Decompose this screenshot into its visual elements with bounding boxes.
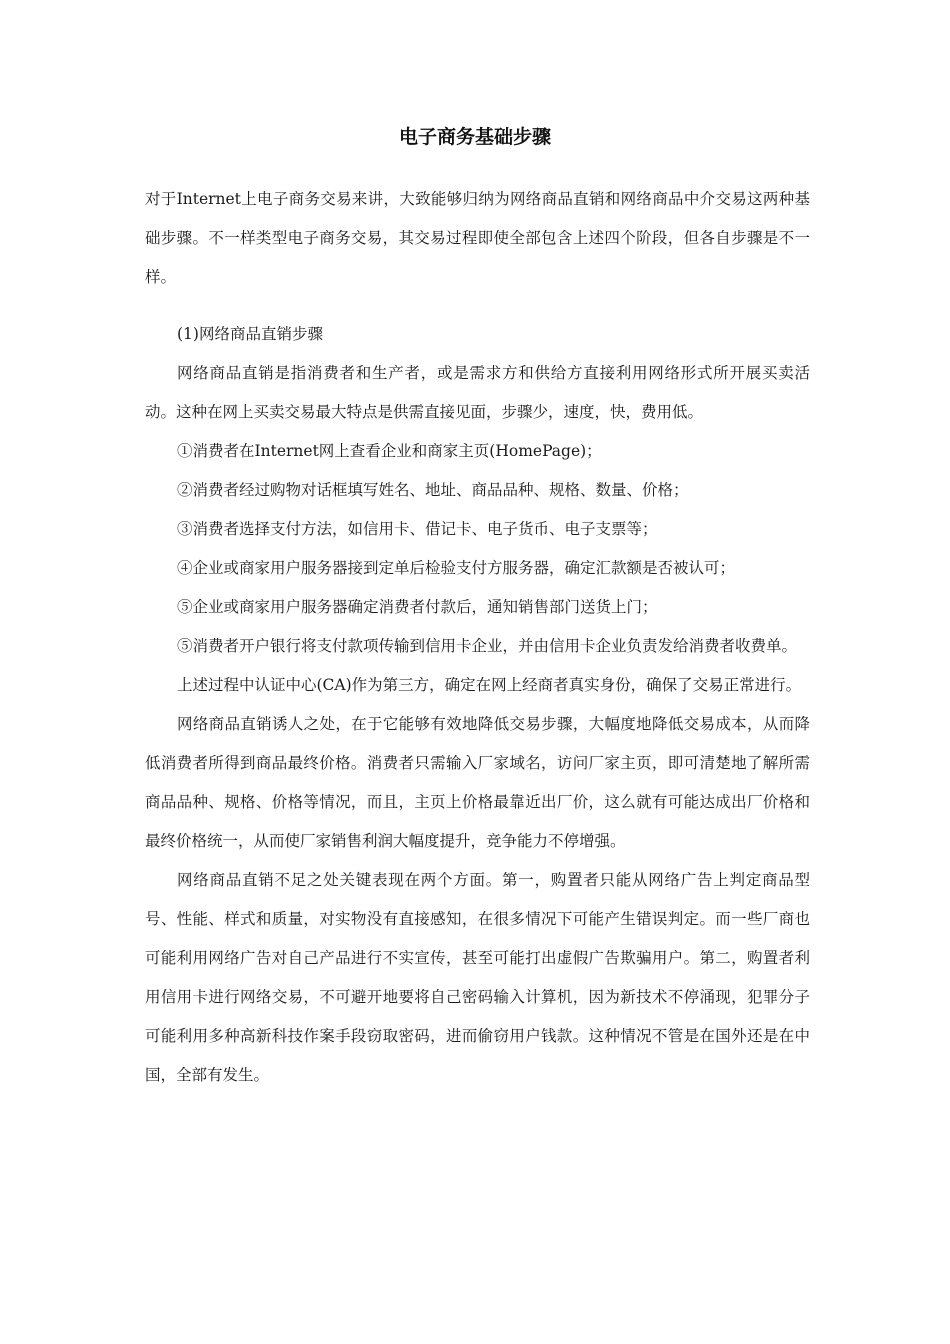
step-5: ⑤企业或商家用户服务器确定消费者付款后，通知销售部门送货上门； (177, 598, 658, 616)
step-6: ⑤消费者开户银行将支付款项传输到信用卡企业，并由信用卡企业负责发给消费者收费单。 (177, 637, 798, 655)
paragraph-gap (145, 297, 810, 315)
document-title: 电子商务基础步骤 (398, 126, 551, 148)
advantages-paragraph: 网络商品直销诱人之处，在于它能够有效地降低交易步骤，大幅度地降低交易成本，从而降低消费者所得到商品最终价格。消费者只需输入厂家域名，访问厂家主页，即可清楚地了解所需商品品种、规格、价格等情况，而且，主页上价格最靠近出厂价，这么就有可能达成出厂价格和最终价格统一，从而使厂家销售利润大幅度提升，竞争能力不停增强。 (145, 715, 810, 850)
intro-paragraph: 对于Internet上电子商务交易来讲，大致能够归纳为网络商品直销和网络商品中介交易这两种基础步骤。不一样类型电子商务交易，其交易过程即使全部包含上述四个阶段，但各自步骤是不一样。 (145, 190, 810, 286)
step-4: ④企业或商家用户服务器接到定单后检验支付方服务器，确定汇款额是否被认可； (177, 559, 736, 577)
section-heading: (1)网络商品直销步骤 (177, 325, 323, 343)
ca-paragraph: 上述过程中认证中心(CA)作为第三方，确定在网上经商者真实身份，确保了交易正常进行。 (177, 676, 802, 694)
disadvantages-paragraph: 网络商品直销不足之处关键表现在两个方面。第一，购置者只能从网络广告上判定商品型号、性能、样式和质量，对实物没有直接感知，在很多情况下可能产生错误判定。而一些厂商也可能利用网络广告对自己产品进行不实宣传，甚至可能打出虚假广告欺骗用户。第二，购置者利用信用卡进行网络交易，不可避开地要将自己密码输入计算机，因为新技术不停涌现，犯罪分子可能利用多种高新科技作案手段窃取密码，进而偷窃用户钱款。这种情况不管是在国外还是在中国，全部有发生。 (145, 871, 810, 1084)
direct-sales-definition: 网络商品直销是指消费者和生产者，或是需求方和供给方直接利用网络形式所开展买卖活动。这种在网上买卖交易最大特点是供需直接见面，步骤少，速度，快，费用低。 (145, 364, 810, 421)
step-3: ③消费者选择支付方法，如信用卡、借记卡、电子货币、电子支票等； (177, 520, 658, 538)
step-1: ①消费者在Internet网上查看企业和商家主页(HomePage)； (177, 442, 602, 460)
document-body (145, 180, 810, 1095)
step-2: ②消费者经过购物对话框填写姓名、地址、商品品种、规格、数量、价格； (177, 481, 689, 499)
